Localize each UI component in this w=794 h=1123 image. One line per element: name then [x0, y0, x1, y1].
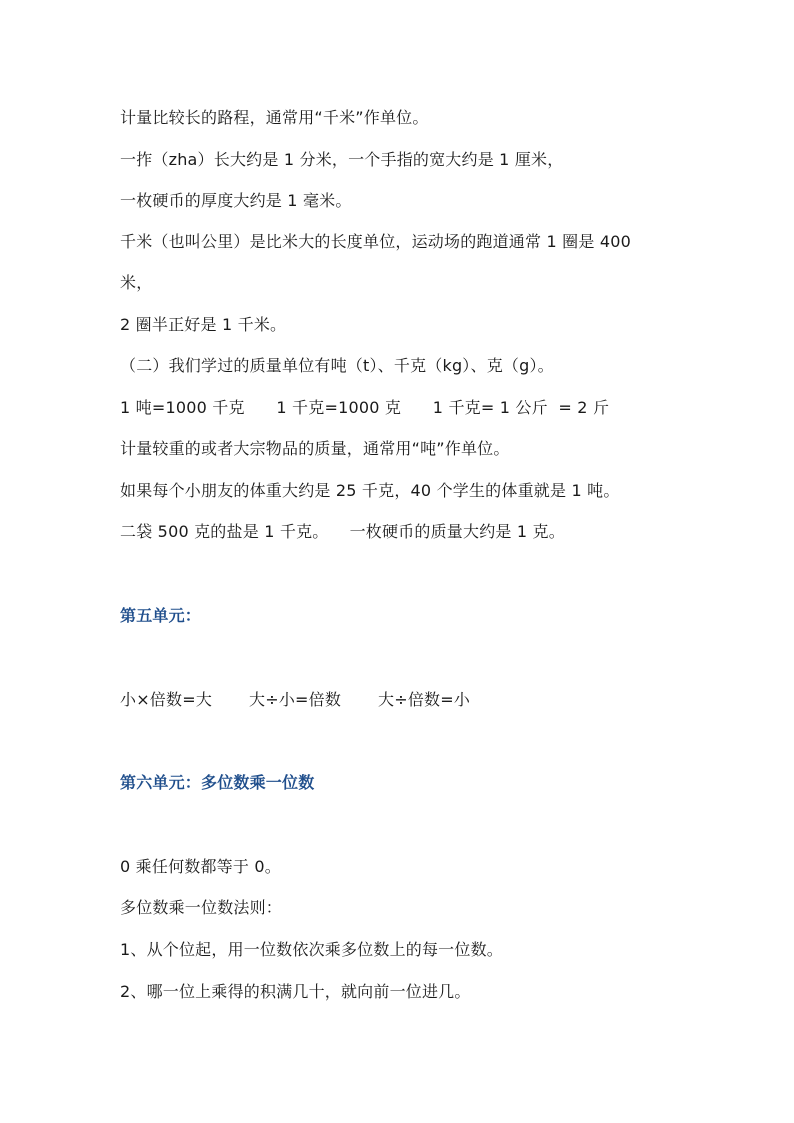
text-line: 二袋 500 克的盐是 1 千克。 一枚硬币的质量大约是 1 克。 — [120, 522, 565, 541]
text-line: 如果每个小朋友的体重大约是 25 千克，40 个学生的体重就是 1 吨。 — [120, 481, 620, 500]
unit5-formula: 小×倍数=大 大÷小=倍数 大÷倍数=小 — [120, 690, 471, 709]
text-line: 米， — [120, 273, 153, 292]
text-line: 1、从个位起，用一位数依次乘多位数上的每一位数。 — [120, 940, 503, 959]
text-line: 1 吨=1000 千克 1 千克=1000 克 1 千克= 1 公斤 = 2 斤 — [120, 398, 610, 417]
text-line: 一枚硬币的厚度大约是 1 毫米。 — [120, 191, 352, 210]
text-line: 千米（也叫公里）是比米大的长度单位，运动场的跑道通常 1 圈是 400 — [120, 232, 631, 251]
text-line: 计量较重的或者大宗物品的质量，通常用“吨”作单位。 — [120, 439, 510, 458]
text-line: 一拃（zha）长大约是 1 分米，一个手指的宽大约是 1 厘米， — [120, 150, 564, 169]
text-line: 0 乘任何数都等于 0。 — [120, 857, 281, 876]
text-line: 2 圈半正好是 1 千米。 — [120, 315, 287, 334]
text-line: 2、哪一位上乘得的积满几十，就向前一位进几。 — [120, 982, 471, 1001]
text-line: 多位数乘一位数法则： — [120, 898, 283, 917]
unit6-heading: 第六单元：多位数乘一位数 — [120, 773, 315, 792]
unit5-heading: 第五单元： — [120, 606, 202, 625]
text-line: （二）我们学过的质量单位有吨（t）、千克（kg）、克（g）。 — [120, 356, 554, 375]
text-line: 计量比较长的路程，通常用“千米”作单位。 — [120, 108, 429, 127]
